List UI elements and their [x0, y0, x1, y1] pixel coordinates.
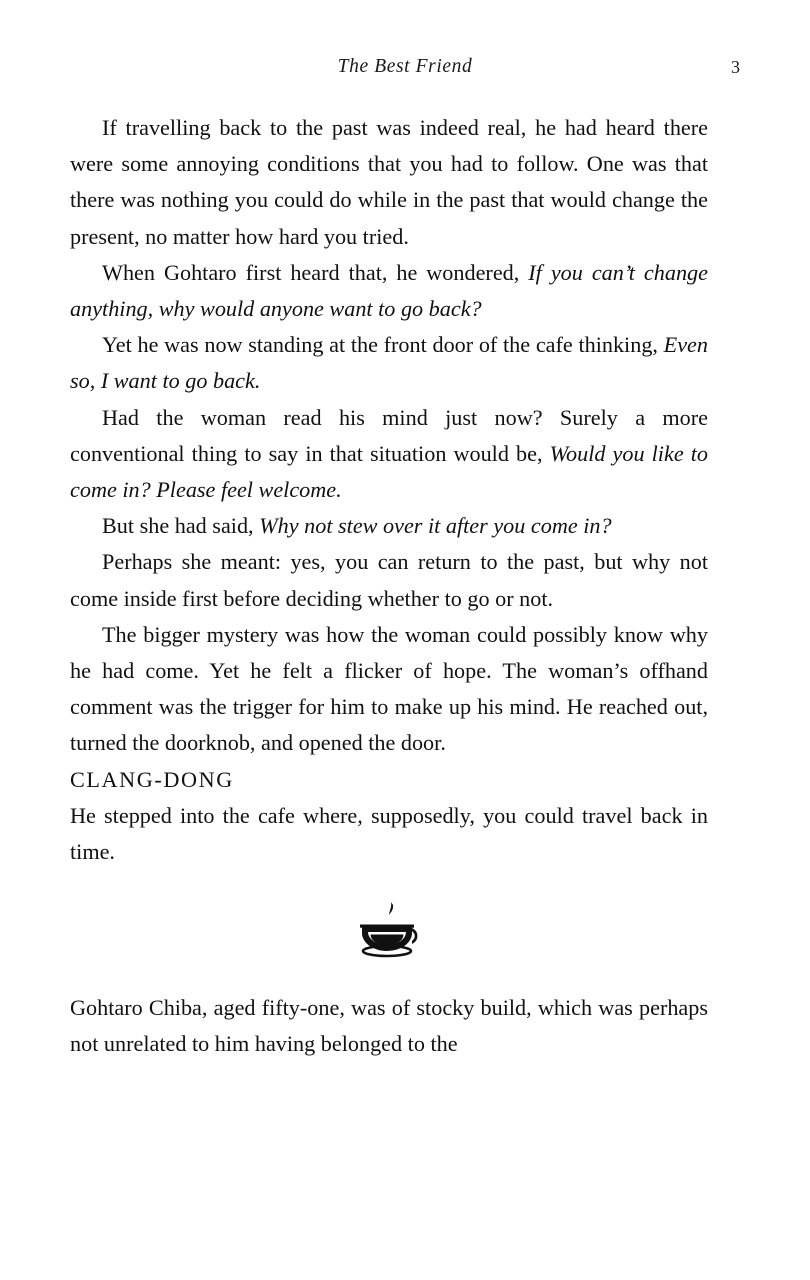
paragraph-4-italic: Would you like to come in? Please feel welcome. [70, 440, 708, 503]
paragraph-6-text: Perhaps she meant: yes, you can return to the past, but why not come inside first before deciding whether to go or not. [70, 549, 708, 611]
paragraph-3-text: Yet he was now standing at the front door of the cafe thinking, [102, 332, 664, 358]
paragraph-2-italic: If you can’t change anything, why would anyone want to go back? [70, 259, 708, 322]
paragraph-4 [70, 400, 708, 509]
paragraph-8-text: He stepped into the cafe where, supposedly, you could travel back in time. [70, 802, 708, 865]
page-header [70, 56, 740, 84]
paragraph-1-text: If travelling back to the past was indeed real, he had heard there were some annoying conditions that you had to follow. One was that there was nothing you could do while in the past that would change the present, no matter how hard you tried. [70, 115, 708, 249]
paragraph-1 [70, 110, 708, 255]
paragraph-5-italic: Why not stew over it after you come in? [259, 513, 612, 539]
running-title: The Best Friend [337, 56, 473, 77]
paragraph-9-text: Gohtaro Chiba, aged fifty-one, was of stocky build, which was perhaps not unrelated to him having belonged to the [70, 995, 708, 1057]
paragraph-4-text: Had the woman read his mind just now? Surely a more conventional thing to say in that situation would be, [70, 404, 708, 466]
body-text [70, 110, 708, 1063]
paragraph-7 [70, 617, 708, 762]
coffee-cup-ornament-icon [70, 900, 708, 960]
paragraph-3-italic: Even so, I want to go back. [70, 332, 708, 394]
paragraph-5 [70, 508, 708, 544]
paragraph-7-text: The bigger mystery was how the woman could possibly know why he had come. Yet he felt a flicker of hope. The woman’s offhand comment was the trigger for him to make up his mind. He reached out, turned the doorknob, and opened the door. [70, 621, 708, 756]
paragraph-3 [70, 327, 708, 399]
page-number: 3 [731, 57, 740, 77]
paragraph-2 [70, 255, 708, 327]
paragraph-5-text: But she had said, [102, 513, 260, 539]
paragraph-9 [70, 990, 708, 1062]
paragraph-2-text: When Gohtaro first heard that, he wondered, [102, 259, 529, 285]
sound-effect-line: CLANG-DONG [70, 766, 234, 792]
paragraph-8 [70, 798, 708, 870]
paragraph-6 [70, 544, 708, 616]
